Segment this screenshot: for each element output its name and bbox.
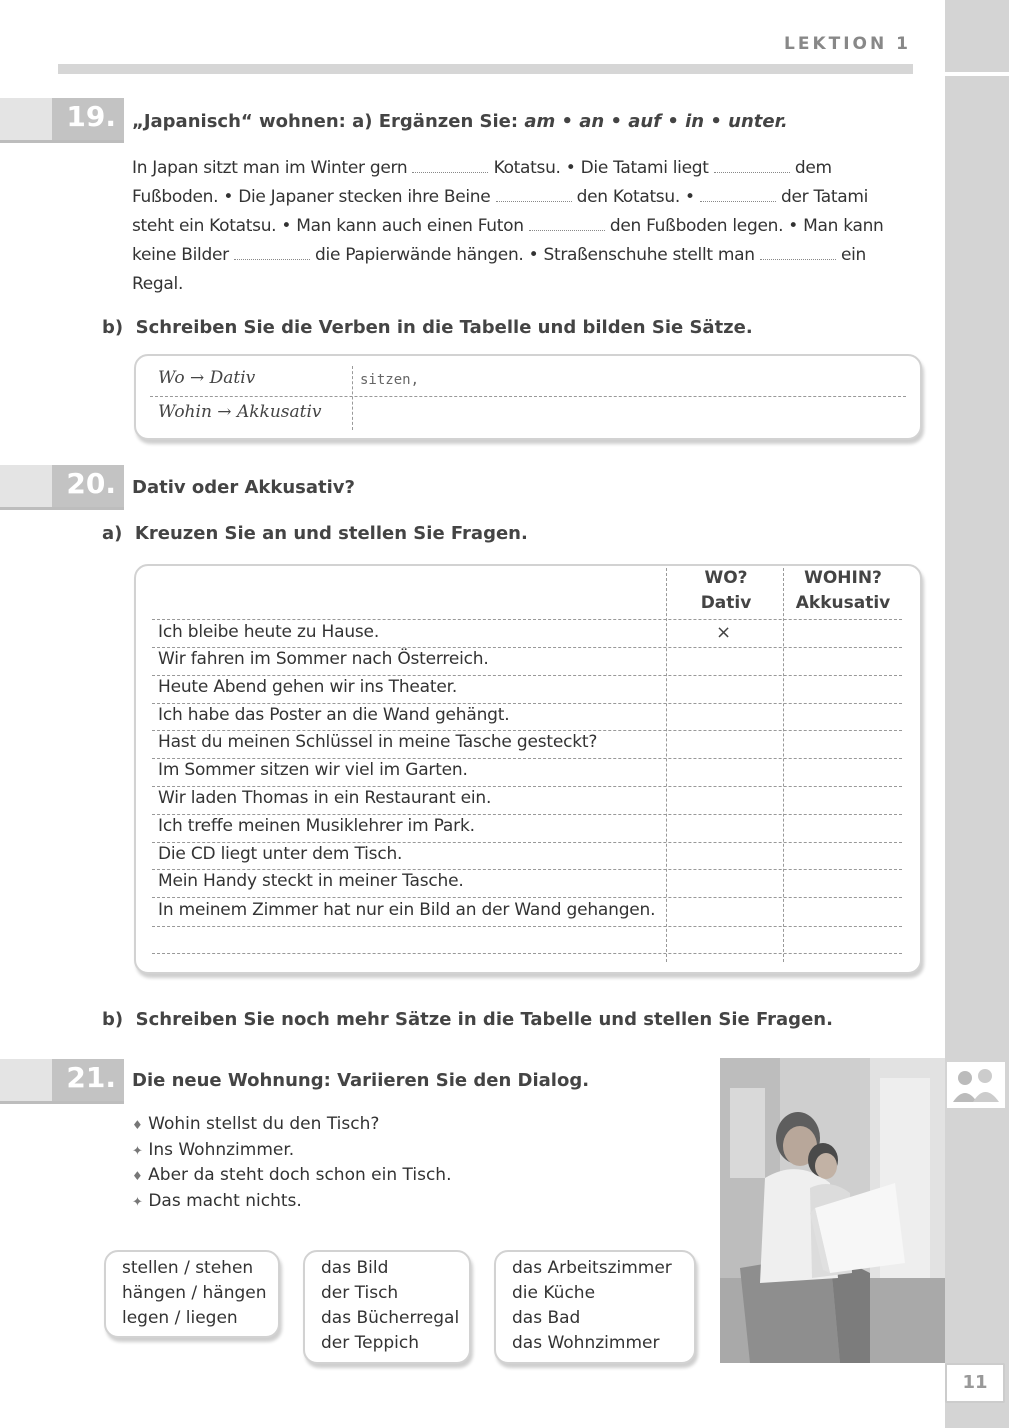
header-rule [58, 64, 913, 74]
column-header-line: WOHIN? [804, 568, 882, 588]
dialog-line [132, 1165, 451, 1185]
row-divider [150, 396, 906, 397]
gap-blank[interactable] [714, 158, 790, 173]
exercise-19-title [132, 111, 788, 132]
text-segment: die Papierwände hängen. [315, 245, 524, 265]
word-box-verbs [104, 1250, 280, 1338]
exercise-20-number-box [0, 465, 124, 510]
text-segment: keine Bilder [132, 245, 229, 265]
page-number: 11 [945, 1363, 1005, 1403]
subtask-label: b) [102, 317, 124, 338]
text-segment: steht ein Kotatsu. [132, 216, 277, 236]
column-header-wohin [785, 566, 901, 616]
exercise-19-number: 19. [66, 100, 116, 133]
subtask-label: b) [102, 1009, 124, 1030]
table-row-sentence: Ich treffe meinen Musiklehrer im Park. [158, 816, 475, 836]
text-segment: Regal. [132, 274, 184, 294]
word-item: hängen / hängen [122, 1283, 267, 1303]
row-case: Dativ [209, 368, 256, 388]
exercise-21-title: Die neue Wohnung: Variieren Sie den Dialog. [132, 1070, 590, 1091]
subtask-title: Schreiben Sie die Verben in die Tabelle und bilden Sie Sätze. [135, 317, 753, 338]
dialog-line [132, 1140, 294, 1160]
word-item: das Wohnzimmer [512, 1333, 660, 1353]
text-line: steht ein Kotatsu. • Man kann auch einen Futon den Fußboden legen. • Man kann [132, 216, 884, 236]
handwritten-answer[interactable]: sitzen, [360, 372, 420, 388]
text-line: Fußboden. • Die Japaner stecken ihre Beine den Kotatsu. • der Tatami [132, 187, 868, 207]
dialog-text: Ins Wohnzimmer. [148, 1140, 295, 1160]
column-header-line: Dativ [700, 593, 752, 613]
exercise-20a-heading [102, 523, 528, 544]
row-divider [152, 730, 902, 731]
word-item: das Arbeitszimmer [512, 1258, 672, 1278]
plus-bullet-icon: ✦ [132, 1144, 143, 1159]
row-divider [152, 869, 902, 870]
gap-blank[interactable] [234, 245, 310, 260]
row-wohin-akkusativ [158, 402, 322, 422]
photo-illustration [720, 1058, 945, 1363]
exercise-21-number: 21. [66, 1061, 116, 1094]
photo-couple-moving [720, 1058, 945, 1363]
dialog-text: Aber da steht doch schon ein Tisch. [148, 1165, 452, 1185]
column-divider [352, 366, 353, 430]
gap-blank[interactable] [529, 216, 605, 231]
text-segment: Die Tatami liegt [580, 158, 709, 178]
word-box-rooms [494, 1250, 696, 1364]
subtask-title: Schreiben Sie noch mehr Sätze in die Tabelle und stellen Sie Fragen. [135, 1009, 833, 1030]
text-segment: Man kann auch einen Futon [296, 216, 524, 236]
column-header-line: Akkusativ [795, 593, 891, 613]
word-item: das Bild [321, 1258, 389, 1278]
row-divider [152, 842, 902, 843]
checkbox-mark-wo[interactable]: × [716, 622, 732, 643]
table-row-sentence: Mein Handy steckt in meiner Tasche. [158, 871, 464, 891]
column-divider-wohin [783, 568, 784, 962]
word-item: die Küche [512, 1283, 596, 1303]
text-segment: den Kotatsu. [576, 187, 680, 207]
text-segment: den Fußboden legen. [609, 216, 784, 236]
exercise-20b-heading [102, 1009, 833, 1030]
exercise-19b-heading [102, 317, 753, 338]
diamond-bullet-icon: ♦ [132, 1169, 143, 1183]
row-divider [152, 786, 902, 787]
exercise-19-text [132, 154, 912, 299]
dialog-text: Wohin stellst du den Tisch? [148, 1114, 380, 1134]
exercise-19-table [134, 354, 922, 440]
text-segment: dem [794, 158, 832, 178]
table-row-sentence: Ich habe das Poster an die Wand gehängt. [158, 705, 510, 725]
exercise-20-title: Dativ oder Akkusativ? [132, 477, 355, 498]
text-segment: Straßenschuhe stellt man [543, 245, 755, 265]
gap-blank[interactable] [760, 245, 836, 260]
gap-blank[interactable] [700, 187, 776, 202]
row-divider [152, 647, 902, 648]
gap-blank[interactable] [412, 158, 488, 173]
exercise-19-title-text: „Japanisch“ wohnen: a) Ergänzen Sie: [132, 111, 519, 132]
table-row-sentence: Heute Abend gehen wir ins Theater. [158, 677, 458, 697]
exercise-21-number-box [0, 1059, 124, 1104]
row-divider [152, 897, 902, 898]
row-divider [152, 814, 902, 815]
exercise-20-number: 20. [66, 467, 116, 500]
text-segment: Die Japaner stecken ihre Beine [238, 187, 491, 207]
word-item: der Teppich [321, 1333, 420, 1353]
column-header-wo [668, 566, 784, 616]
header-lektion: LEKTION 1 [784, 34, 911, 54]
arrow-right-icon: → [217, 402, 232, 422]
dialog-line [132, 1191, 302, 1211]
column-header-line: WO? [704, 568, 748, 588]
subtask-title: Kreuzen Sie an und stellen Sie Fragen. [134, 523, 528, 544]
arrow-right-icon: → [189, 368, 205, 388]
table-row-sentence: Im Sommer sitzen wir viel im Garten. [158, 760, 468, 780]
table-row-sentence: Wir fahren im Sommer nach Österreich. [158, 649, 489, 669]
people-icon [947, 1062, 1005, 1108]
row-divider [152, 703, 902, 704]
row-divider [152, 675, 902, 676]
row-wo-dativ [158, 368, 255, 388]
row-label: Wo [158, 368, 185, 388]
subtask-label: a) [102, 523, 123, 544]
row-divider [152, 926, 902, 927]
row-divider [152, 619, 902, 620]
text-segment: der Tatami [781, 187, 868, 207]
exercise-19-number-box [0, 98, 124, 143]
table-row-sentence: In meinem Zimmer hat nur ein Bild an der Wand gehangen. [158, 900, 656, 920]
table-row-sentence: Wir laden Thomas in ein Restaurant ein. [158, 788, 492, 808]
dialog-line [132, 1114, 379, 1134]
word-item: stellen / stehen [122, 1258, 254, 1278]
row-divider [152, 953, 902, 954]
word-box-objects [303, 1250, 471, 1364]
text-line: In Japan sitzt man im Winter gern Kotatsu. • Die Tatami liegt dem [132, 158, 832, 178]
text-segment: ein [840, 245, 866, 265]
text-segment: Kotatsu. [493, 158, 561, 178]
text-segment: Man kann [803, 216, 884, 236]
row-divider [152, 758, 902, 759]
word-item: der Tisch [321, 1283, 399, 1303]
row-case: Akkusativ [236, 402, 322, 422]
table-row-sentence: Hast du meinen Schlüssel in meine Tasche gesteckt? [158, 732, 598, 752]
text-segment: Fußboden. [132, 187, 219, 207]
table-row-sentence: Die CD liegt unter dem Tisch. [158, 844, 403, 864]
diamond-bullet-icon: ♦ [132, 1118, 143, 1132]
word-item: legen / liegen [122, 1308, 238, 1328]
page-sidebar [945, 0, 1009, 1428]
plus-bullet-icon: ✦ [132, 1195, 143, 1210]
table-row-sentence: Ich bleibe heute zu Hause. [158, 622, 380, 642]
sidebar-divider [945, 72, 1009, 76]
text-segment: In Japan sitzt man im Winter gern [132, 158, 408, 178]
exercise-19-options: am • an • auf • in • unter. [524, 111, 788, 132]
word-item: das Bücherregal [321, 1308, 460, 1328]
row-label: Wohin [158, 402, 212, 422]
dialog-text: Das macht nichts. [148, 1191, 302, 1211]
column-divider-wo [666, 568, 667, 962]
word-item: das Bad [512, 1308, 581, 1328]
gap-blank[interactable] [496, 187, 572, 202]
text-line [132, 270, 912, 299]
text-line: keine Bilder die Papierwände hängen. • Straßenschuhe stellt man ein [132, 245, 866, 265]
